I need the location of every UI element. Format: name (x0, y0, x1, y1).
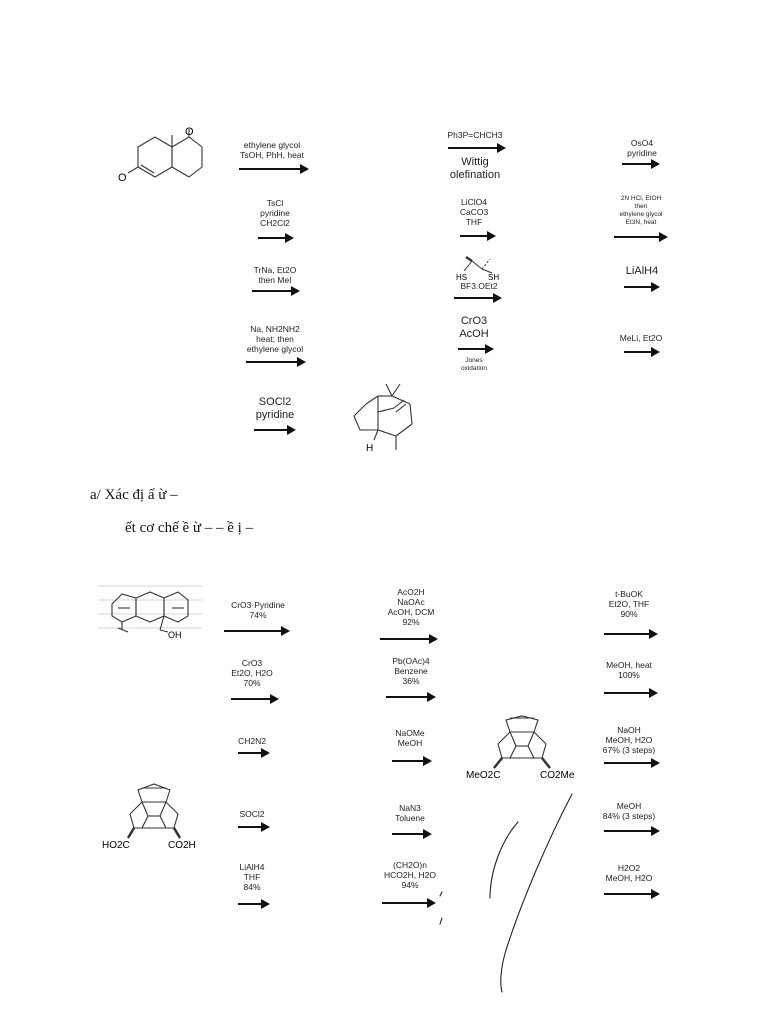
reagent-line: AcOH, DCM (387, 607, 435, 617)
reagent-line: Ph3P=CHCH3 (447, 130, 503, 140)
reagent-r11b (444, 357, 504, 373)
diacid-structure (100, 780, 206, 852)
reagent-r13 (243, 396, 307, 422)
reagent-line: LiClO4 (461, 197, 487, 207)
reagent-line: Et3N, heat (625, 219, 657, 226)
reagent-line: CaCO3 (459, 207, 489, 217)
reaction-arrow (258, 237, 292, 239)
reagent-line: oxidation (460, 365, 488, 372)
polycyclic-alcohol-structure (98, 578, 202, 640)
sh-label: SH (488, 273, 500, 282)
reagent-line: NaOAc (397, 597, 425, 607)
reagent-r5 (444, 197, 504, 227)
reagent-line: pyridine (260, 208, 290, 218)
reagent-line: AcO2H (397, 587, 425, 597)
reaction-arrow (239, 168, 307, 170)
reagent-line: 84% (3 steps) (602, 811, 656, 821)
reagent-line: ethylene glycol (619, 211, 663, 218)
reagent-line: OsO4 (630, 138, 654, 148)
reagent-s10 (222, 809, 282, 819)
reaction-arrow (254, 429, 294, 431)
reagent-line: MeOH, H2O (605, 873, 653, 883)
wieland-miescher-ketone (110, 125, 205, 190)
reagent-line: pyridine (627, 148, 657, 158)
reaction-arrow (392, 833, 430, 835)
reagent-r12 (608, 333, 674, 343)
reagent-line: TrNa, Et2O (253, 265, 297, 275)
reagent-line: CrO3·Pyridine (231, 600, 285, 610)
reagent-line: CH2N2 (238, 736, 266, 746)
reagent-line: CH2Cl2 (260, 218, 290, 228)
reagent-line: Et2O, THF (608, 599, 650, 609)
hs-label: HS (456, 273, 468, 282)
reagent-line: SOCl2 (239, 809, 265, 819)
reagent-line: THF (465, 217, 483, 227)
reagent-line: 84% (243, 882, 261, 892)
reagent-r1 (232, 140, 312, 160)
question-a-line: a/ Xác đị ấ ừ – (90, 487, 178, 503)
reagent-line: Jones (465, 357, 483, 364)
reagent-line: NaOMe (395, 728, 425, 738)
reagent-s1 (220, 600, 296, 620)
reagent-line: MeOH (616, 801, 642, 811)
reaction-arrow (622, 163, 658, 165)
reagent-r2 (440, 130, 510, 140)
reagent-line: NaN3 (399, 803, 421, 813)
reagent-line: MeOH (397, 738, 423, 748)
reaction-arrow (604, 692, 656, 694)
reaction-arrow (454, 297, 500, 299)
reaction-arrow (624, 351, 658, 353)
propanedithiol-structure (450, 255, 510, 283)
reagent-line: Toluene (395, 813, 425, 823)
reaction-arrow (224, 630, 288, 632)
reaction-arrow (252, 290, 298, 292)
reagent-line: H2O2 (617, 863, 641, 873)
reagent-line: Wittig (461, 156, 489, 168)
reagent-r6 (606, 195, 676, 227)
reagent-line: 92% (402, 617, 420, 627)
handwritten-strokes (430, 780, 580, 1000)
reagent-line: MeLi, Et2O (619, 333, 663, 343)
reagent-s15 (598, 863, 660, 883)
reagent-s13 (224, 862, 280, 892)
reagent-s3 (598, 589, 660, 619)
oh-label: OH (168, 630, 182, 640)
reagent-r8 (446, 281, 512, 291)
reagent-line: Benzene (394, 666, 428, 676)
reagent-line: LiAlH4 (239, 862, 265, 872)
reaction-arrow (604, 830, 658, 832)
reaction-arrow (448, 147, 504, 149)
reaction-arrow (460, 235, 494, 237)
reagent-line: CrO3 (241, 658, 263, 668)
reagent-line: MeOH, heat (606, 660, 652, 670)
reagent-line: NaOH (617, 725, 641, 735)
diester-left-label: MeO2C (466, 770, 501, 781)
oxo-top-label: O (185, 126, 194, 138)
reaction-arrow (386, 696, 434, 698)
reaction-arrow (604, 762, 658, 764)
reagent-line: TsOH, PhH, heat (240, 150, 304, 160)
reagent-line: LiAlH4 (625, 265, 659, 277)
h-label: H (366, 443, 374, 454)
reagent-line: ethylene glycol (243, 140, 301, 150)
reagent-r11 (444, 315, 504, 341)
reaction-arrow (238, 752, 268, 754)
reagent-r3 (612, 138, 672, 158)
diacid-left-label: HO2C (102, 840, 130, 851)
reagent-s5 (378, 656, 444, 686)
reaction-arrow (238, 826, 268, 828)
reagent-s4 (220, 658, 284, 688)
reagent-r2b (440, 156, 510, 182)
reaction-arrow (604, 893, 658, 895)
reagent-r9 (612, 265, 672, 278)
reagent-line: 2N HCl, EtOH (620, 195, 662, 202)
reagent-r7 (242, 265, 308, 285)
reagent-s2 (374, 587, 448, 627)
reaction-arrow (246, 361, 304, 363)
reagent-line: 36% (402, 676, 420, 686)
reagent-line: 94% (401, 880, 419, 890)
reagent-line: Et2O, H2O (231, 668, 273, 678)
oxo-left-label: O (118, 172, 127, 184)
reagent-line: 67% (3 steps) (602, 745, 656, 755)
question-b-line: ết cơ chế ề ừ – – ề ị – (125, 520, 254, 536)
reagent-s6 (598, 660, 660, 680)
reagent-line: HCO2H, H2O (384, 870, 436, 880)
reaction-arrow (614, 236, 666, 238)
reaction-arrow (382, 902, 434, 904)
longifolene-structure (340, 378, 430, 458)
reaction-arrow (604, 633, 656, 635)
reagent-r4 (245, 198, 305, 228)
reagent-line: THF (243, 872, 261, 882)
reagent-line: olefination (449, 169, 501, 181)
reagent-line: ethylene glycol (246, 344, 304, 354)
reagent-line: then (634, 203, 648, 210)
reagent-line: (CH2O)n (392, 860, 427, 870)
reagent-line: then MeI (258, 275, 292, 285)
reagent-line: pyridine (255, 409, 295, 421)
reagent-line: BF3.OEt2 (460, 281, 498, 291)
reagent-line: AcOH (459, 328, 489, 340)
reaction-arrow (380, 638, 436, 640)
reagent-line: Pb(OAc)4 (392, 656, 430, 666)
reagent-s12 (596, 801, 662, 821)
reagent-line: t-BuOK (615, 589, 643, 599)
diester-right-label: CO2Me (540, 770, 575, 781)
reagent-line: 74% (249, 610, 267, 620)
reagent-line: SOCl2 (258, 396, 292, 408)
reaction-arrow (231, 698, 277, 700)
reagent-line: MeOH, H2O (605, 735, 653, 745)
reagent-s8 (380, 728, 440, 748)
reagent-line: CrO3 (460, 315, 488, 327)
diester-structure (462, 712, 580, 782)
reaction-arrow (458, 348, 492, 350)
reagent-line: 70% (243, 678, 261, 688)
reaction-arrow (624, 286, 658, 288)
reaction-arrow (238, 903, 268, 905)
reagent-line: 90% (620, 609, 638, 619)
reagent-r10 (235, 324, 315, 354)
reagent-line: TsCl (266, 198, 284, 208)
reagent-s9 (596, 725, 662, 755)
reagent-line: Na, NH2NH2 (250, 324, 300, 334)
reagent-line: heat; then (256, 334, 294, 344)
reaction-arrow (392, 760, 430, 762)
reagent-s7 (222, 736, 282, 746)
reagent-line: 100% (618, 670, 640, 680)
diacid-right-label: CO2H (168, 840, 196, 851)
